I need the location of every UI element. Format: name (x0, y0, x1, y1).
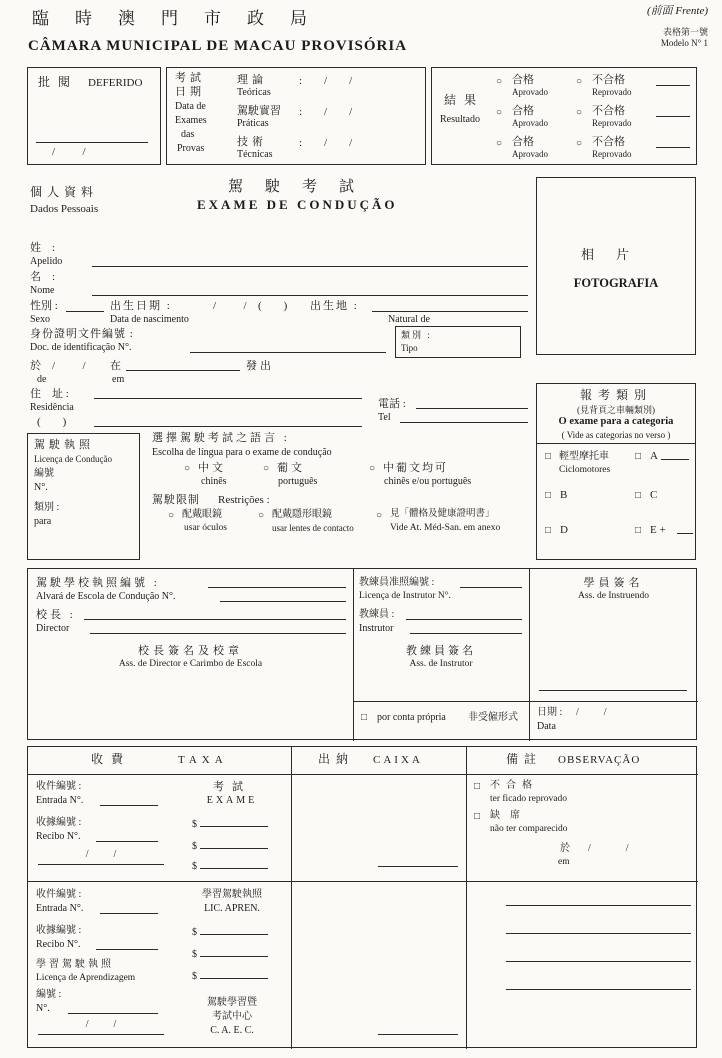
learner-number-line[interactable] (68, 1003, 158, 1014)
taxa-header-zh: 收費 (91, 752, 132, 766)
approval-label-zh: 批閱 (38, 75, 79, 89)
language-portuguese-pt: português (278, 476, 318, 487)
student-signature-label-zh: 學員簽名 (583, 577, 644, 589)
result-pass-zh: 合格 (512, 136, 534, 148)
learner-date-line[interactable] (38, 1019, 164, 1035)
model-number-pt: Modelo N° 1 (660, 38, 708, 48)
learner-fee-label-zh: 學習駕駛執照 (202, 889, 262, 900)
entry-number-label-zh: 收件編號 : (36, 889, 82, 900)
photo-box (536, 177, 696, 355)
photo-label-pt: FOTOGRAFIA (573, 276, 659, 290)
id-doc-label-pt: Doc. de identificação N°. (30, 342, 132, 353)
own-account-label-zh: 非受僱形式 (468, 712, 518, 723)
receipt-number-label-pt: Recibo N°. (36, 831, 81, 842)
radio-glasses-icon[interactable]: ○ (168, 510, 175, 521)
licence-title-zh: 駕駛執照 (34, 439, 94, 451)
school-licence-label-zh: 駕駛學校執照編號 : (36, 577, 160, 589)
student-signature-line[interactable] (539, 680, 687, 691)
result-pass-zh: 合格 (512, 105, 534, 117)
receipt-number-label-pt: Recibo N°. (36, 939, 81, 950)
own-account-label-pt: por conta própria (377, 712, 446, 723)
radio-either-icon[interactable]: ○ (369, 463, 376, 474)
receipt-number-label-zh: 收據編號 : (36, 925, 82, 936)
issue-at-label-zh: 在 (110, 360, 121, 372)
result-label-zh: 結果 (444, 93, 485, 107)
language-chinese-pt: chinês (201, 476, 227, 487)
licence-number-label-pt: N°. (34, 482, 48, 493)
main-title-pt: EXAME DE CONDUÇÃO (197, 197, 398, 212)
learner-number-label-pt: N°. (36, 1003, 50, 1014)
amount-line[interactable] (200, 817, 268, 827)
instructor-signature-label-pt: Ass. de Instrutor (409, 659, 473, 669)
sex-label-zh: 性別 : (30, 300, 58, 312)
sex-label-pt: Sexo (30, 314, 50, 325)
exam-row-practice-date[interactable]: : / / (299, 106, 353, 118)
student-signature-label-pt: Ass. de Instruendo (578, 591, 649, 601)
checkbox-c-icon[interactable]: □ (635, 490, 642, 501)
exam-dates-label-pt1: Data de (175, 101, 206, 112)
obs-header-pt: OBSERVAÇÃO (558, 754, 641, 766)
result-label-pt: Resultado (440, 114, 480, 125)
personal-section-zh: 個人資料 (30, 185, 99, 199)
entry-number-line[interactable] (100, 795, 158, 806)
instructor-name-label-pt: Instrutor (359, 623, 394, 634)
obs-on-label-zh: 於 (560, 843, 570, 854)
fees-table (27, 746, 697, 1048)
obs-absent-label-pt: não ter comparecido (490, 824, 568, 834)
checkbox-a-icon[interactable]: □ (635, 451, 642, 462)
dollar-sign: $ (192, 819, 197, 830)
address-parens[interactable]: ( ) (37, 416, 67, 428)
licence-number-label-zh: 編號 (34, 468, 54, 479)
restriction-medical-zh: 見「體格及健康證明書」 (390, 509, 495, 519)
id-type-label-zh: 類別 : (401, 330, 432, 340)
radio-pass-icon[interactable]: ○ (496, 76, 503, 87)
result-fail-pt: Reprovado (592, 149, 632, 159)
caixa-line-2[interactable] (378, 1021, 458, 1035)
school-licence-label-pt: Alvará de Escola de Condução N°. (36, 591, 176, 602)
dollar-sign: $ (192, 949, 197, 960)
instructor-licence-line[interactable] (460, 577, 522, 588)
category-note-zh: (見背頁之車輛類別) (577, 405, 655, 415)
phone-label-pt: Tel (378, 412, 391, 423)
main-title-zh: 駕駛考試 (228, 179, 377, 195)
result-pass-pt: Aprovado (512, 87, 548, 97)
category-c-label: C (650, 489, 658, 501)
checkbox-e-icon[interactable]: □ (635, 525, 642, 536)
id-doc-input-line[interactable] (190, 342, 386, 353)
checkbox-reprovado-icon[interactable]: □ (474, 781, 481, 792)
school-licence-line[interactable] (208, 577, 346, 588)
category-note-pt: ( Vide as categorias no verso ) (561, 430, 671, 440)
phone-input-line-2[interactable] (400, 412, 528, 423)
result-fail-zh: 不合格 (592, 74, 625, 86)
school-signature-label-zh: 校長簽名及校章 (138, 645, 243, 657)
instructor-name-line[interactable] (406, 609, 522, 620)
checkbox-ausente-icon[interactable]: □ (474, 811, 481, 822)
result-fail-zh: 不合格 (592, 136, 625, 148)
caec-label-pt: C. A. E. C. (210, 1025, 254, 1036)
category-title-zh: 報考類別 (579, 388, 652, 402)
surname-label-zh: 姓 : (30, 242, 56, 254)
instructor-licence-label-pt: Licença de Instrutor N°. (359, 591, 451, 601)
category-a-label: A (650, 450, 658, 462)
dollar-sign: $ (192, 841, 197, 852)
fees-col-divider-2 (466, 747, 467, 1049)
exam-row-practice-zh: 駕駛實習 (237, 105, 281, 117)
category-moped-zh: 輕型摩托車 (559, 451, 609, 462)
exam-dates-label-zh1: 考試 (175, 72, 205, 84)
corner-note: (前面 Frente) (647, 5, 708, 17)
amount-line[interactable] (200, 839, 268, 849)
org-title-zh: 臨時澳門市政局 (32, 9, 333, 28)
exam-row-technical-date[interactable]: : / / (299, 137, 353, 149)
photo-label-zh: 相片 (580, 247, 651, 262)
licence-box (27, 433, 140, 560)
dollar-sign: $ (192, 861, 197, 872)
result-pass-pt: Aprovado (512, 149, 548, 159)
school-director-line[interactable] (84, 609, 346, 620)
address-label-pt: Residência (30, 402, 74, 413)
student-date-label-zh: 日期 : (537, 707, 563, 718)
category-moped-pt: Ciclomotores (559, 465, 611, 475)
exam-dates-label-pt3: das (181, 129, 195, 140)
language-portuguese-zh: 葡文 (277, 462, 305, 474)
issue-on-label-zh: 於 (30, 360, 41, 372)
learner-fee-label-pt: LIC. APREN. (204, 903, 260, 914)
school-licence-line-2[interactable] (220, 591, 346, 602)
dollar-sign: $ (192, 971, 197, 982)
instructor-licence-label-zh: 教練員准照編號 : (359, 577, 435, 588)
checkbox-own-account-icon[interactable]: □ (361, 712, 368, 723)
approval-date-slashes: / / (52, 146, 86, 158)
language-chinese-zh: 中文 (198, 462, 226, 474)
exam-row-theory-pt: Teóricas (237, 87, 271, 98)
caixa-header-zh: 出納 (318, 752, 355, 766)
result-write-line[interactable] (656, 75, 690, 86)
exam-dates-label-zh2: 日期 (175, 86, 205, 98)
id-type-label-pt: Tipo (401, 343, 418, 353)
checkbox-moped-icon[interactable]: □ (545, 451, 552, 462)
language-either-zh: 中葡文均可 (383, 462, 448, 474)
sex-input-line[interactable] (66, 301, 104, 312)
approval-signature-line[interactable] (36, 142, 148, 143)
language-either-pt: chinês e/ou português (384, 476, 472, 487)
entry-number-line-2[interactable] (100, 903, 158, 914)
fees-row-divider (28, 881, 698, 882)
amount-line[interactable] (200, 925, 268, 935)
exam-fee-label-pt: EXAME (206, 795, 258, 806)
category-divider (537, 443, 695, 444)
student-date-label-pt: Data (537, 721, 556, 732)
receipt-number-line-2[interactable] (96, 939, 158, 950)
language-title-pt: Escolha de língua para o exame de condução (152, 447, 332, 458)
givenname-label-zh: 名 : (30, 271, 56, 283)
amount-line[interactable] (200, 859, 268, 869)
org-title-pt: CÂMARA MUNICIPAL DE MACAU PROVISÓRIA (28, 38, 408, 54)
birthdate-slashes[interactable]: / / (213, 300, 247, 312)
birthplace-label-zh: 出生地 : (310, 300, 359, 312)
learner-fee-amount-2 (192, 947, 268, 961)
surname-input-line[interactable] (92, 256, 528, 267)
school-director-label-zh: 校長 : (36, 609, 76, 621)
result-box (431, 67, 697, 165)
result-fail-zh: 不合格 (592, 105, 625, 117)
obs-header-zh: 備註 (506, 752, 543, 766)
result-write-line[interactable] (656, 106, 690, 117)
exam-row-practice-pt: Práticas (237, 118, 269, 129)
obs-write-line-4[interactable] (506, 979, 691, 990)
caec-label-zh2: 考試中心 (212, 1011, 252, 1022)
address-input-line-2[interactable] (94, 416, 362, 427)
learner-licence-label-zh: 學習駕駛執照 (36, 959, 114, 970)
radio-fail-icon[interactable]: ○ (576, 138, 583, 149)
taxa-header-pt: TAXA (178, 754, 228, 766)
radio-fail-icon[interactable]: ○ (576, 107, 583, 118)
birthdate-label-pt: Data de nascimento (110, 314, 189, 325)
radio-chinese-icon[interactable]: ○ (184, 463, 191, 474)
licence-title-pt: Licença de Condução (34, 454, 112, 464)
receipt-date-line[interactable] (38, 849, 164, 865)
radio-pass-icon[interactable]: ○ (496, 138, 503, 149)
radio-contacts-icon[interactable]: ○ (258, 510, 265, 521)
exam-row-theory-date[interactable]: : / / (299, 75, 353, 87)
restriction-contacts-pt: usar lentes de contacto (272, 523, 354, 533)
exam-fee-label-zh: 考試 (213, 781, 251, 793)
surname-label-pt: Apelido (30, 256, 63, 267)
result-write-line[interactable] (656, 137, 690, 148)
obs-write-line-1[interactable] (506, 895, 691, 906)
birthplace-input-line[interactable] (372, 301, 528, 312)
restriction-glasses-pt: usar óculos (184, 523, 228, 533)
learner-licence-label-pt: Licença de Aprendizagem (36, 973, 136, 983)
amount-line[interactable] (200, 947, 268, 957)
radio-pass-icon[interactable]: ○ (496, 107, 503, 118)
checkbox-b-icon[interactable]: □ (545, 490, 552, 501)
school-signature-label-pt: Ass. de Director e Carimbo de Escola (118, 659, 263, 669)
student-date-slashes[interactable]: / / (576, 707, 607, 718)
phone-label-zh: 電話 : (378, 398, 406, 410)
receipt-date-slashes: / / (85, 849, 117, 860)
obs-fail-label-pt: ter ficado reprovado (490, 794, 568, 804)
exam-fee-amount-1 (192, 817, 268, 831)
id-type-box[interactable] (395, 326, 521, 358)
school-director-line-2[interactable] (90, 623, 346, 634)
result-fail-pt: Reprovado (592, 87, 632, 97)
learner-fee-amount-3 (192, 969, 268, 983)
exam-dates-label-pt2: Exames (175, 115, 207, 126)
caixa-header-pt: CAIXA (373, 754, 423, 766)
approval-label-pt: DEFERIDO (88, 77, 143, 89)
school-director-label-pt: Director (36, 623, 70, 634)
radio-fail-icon[interactable]: ○ (576, 76, 583, 87)
exam-fee-amount-2 (192, 839, 268, 853)
learner-fee-amount-1 (192, 925, 268, 939)
restriction-glasses-zh: 配戴眼鏡 (182, 509, 222, 520)
result-pass-pt: Aprovado (512, 118, 548, 128)
restriction-contacts-zh: 配戴隱形眼鏡 (272, 509, 332, 520)
obs-write-line-3[interactable] (506, 951, 691, 962)
radio-medical-icon[interactable]: ○ (376, 510, 383, 521)
amount-line[interactable] (200, 969, 268, 979)
exam-fee-amount-3 (192, 859, 268, 873)
category-b-label: B (560, 489, 568, 501)
result-fail-pt: Reprovado (592, 118, 632, 128)
exam-row-technical-pt: Técnicas (237, 149, 273, 160)
model-number-zh: 表格第一號 (662, 27, 708, 37)
entry-number-label-pt: Entrada N°. (36, 903, 84, 914)
entry-number-label-pt: Entrada N°. (36, 795, 84, 806)
entry-number-label-zh: 收件編號 : (36, 781, 82, 792)
instructor-name-label-zh: 教練員 : (359, 609, 395, 620)
givenname-input-line[interactable] (92, 285, 528, 296)
obs-write-line-2[interactable] (506, 923, 691, 934)
issue-on-label-pt: de (37, 374, 47, 385)
fees-col-divider-1 (291, 747, 292, 1049)
issue-at-label-pt: em (112, 374, 125, 385)
exam-dates-label-pt4: Provas (177, 143, 205, 154)
caec-label-zh1: 駕駛學習暨 (207, 997, 257, 1008)
id-doc-label-zh: 身份證明文件編號 : (30, 328, 134, 340)
signatures-box (27, 568, 697, 740)
category-d-label: D (560, 524, 568, 536)
instructor-name-line-2[interactable] (410, 623, 522, 634)
licence-class-label-pt: para (34, 516, 52, 527)
restrictions-title-pt: Restrições : (218, 494, 270, 506)
learner-number-label-zh: 編號 : (36, 989, 62, 1000)
radio-portuguese-icon[interactable]: ○ (263, 463, 270, 474)
approval-box (27, 67, 161, 165)
personal-section-pt: Dados Pessoais (30, 203, 99, 215)
exam-row-technical-zh: 技術 (237, 136, 267, 148)
obs-fail-label-zh: 不合格 (490, 780, 538, 791)
caixa-line-1[interactable] (378, 853, 458, 867)
issue-date-slashes[interactable]: / / (52, 360, 86, 372)
address-input-line-1[interactable] (94, 388, 362, 399)
dollar-sign: $ (192, 927, 197, 938)
learner-date-slashes: / / (85, 1019, 117, 1030)
address-label-zh: 住 址 : (30, 388, 69, 400)
issue-issued-label-zh: 發出 (246, 360, 274, 372)
exam-row-theory-zh: 理論 (237, 74, 267, 86)
receipt-number-line[interactable] (96, 831, 158, 842)
category-e-line[interactable] (677, 523, 693, 534)
restrictions-title-zh: 駕駛限制 (152, 494, 200, 506)
birthdate-label-zh: 出生日期 : (110, 300, 172, 312)
category-box (536, 383, 696, 560)
birthplace-label-pt: Natural de (388, 314, 430, 325)
receipt-number-label-zh: 收據編號 : (36, 817, 82, 828)
instructor-signature-label-zh: 教練員簽名 (406, 645, 476, 657)
signatures-bottom-divider (353, 701, 698, 702)
category-e-label: E + (650, 524, 666, 536)
fees-header-divider (28, 774, 698, 775)
licence-class-label-zh: 類別 : (34, 502, 60, 513)
givenname-label-pt: Nome (30, 285, 55, 296)
obs-on-label-pt: em (558, 857, 570, 867)
category-title-pt: O exame para a categoria (558, 416, 674, 427)
exam-dates-box (166, 67, 426, 165)
checkbox-d-icon[interactable]: □ (545, 525, 552, 536)
category-a-line[interactable] (661, 449, 689, 460)
birthdate-parens[interactable]: ( ) (258, 300, 288, 312)
restriction-medical-pt: Vide At. Méd-San. em anexo (390, 523, 501, 533)
issue-place-input-line[interactable] (126, 360, 240, 371)
phone-input-line-1[interactable] (416, 398, 528, 409)
obs-absent-label-zh: 缺席 (490, 810, 530, 821)
language-title-zh: 選擇駕駛考試之語言 : (152, 432, 290, 444)
obs-on-date-slashes[interactable]: / / (588, 843, 629, 854)
result-pass-zh: 合格 (512, 74, 534, 86)
